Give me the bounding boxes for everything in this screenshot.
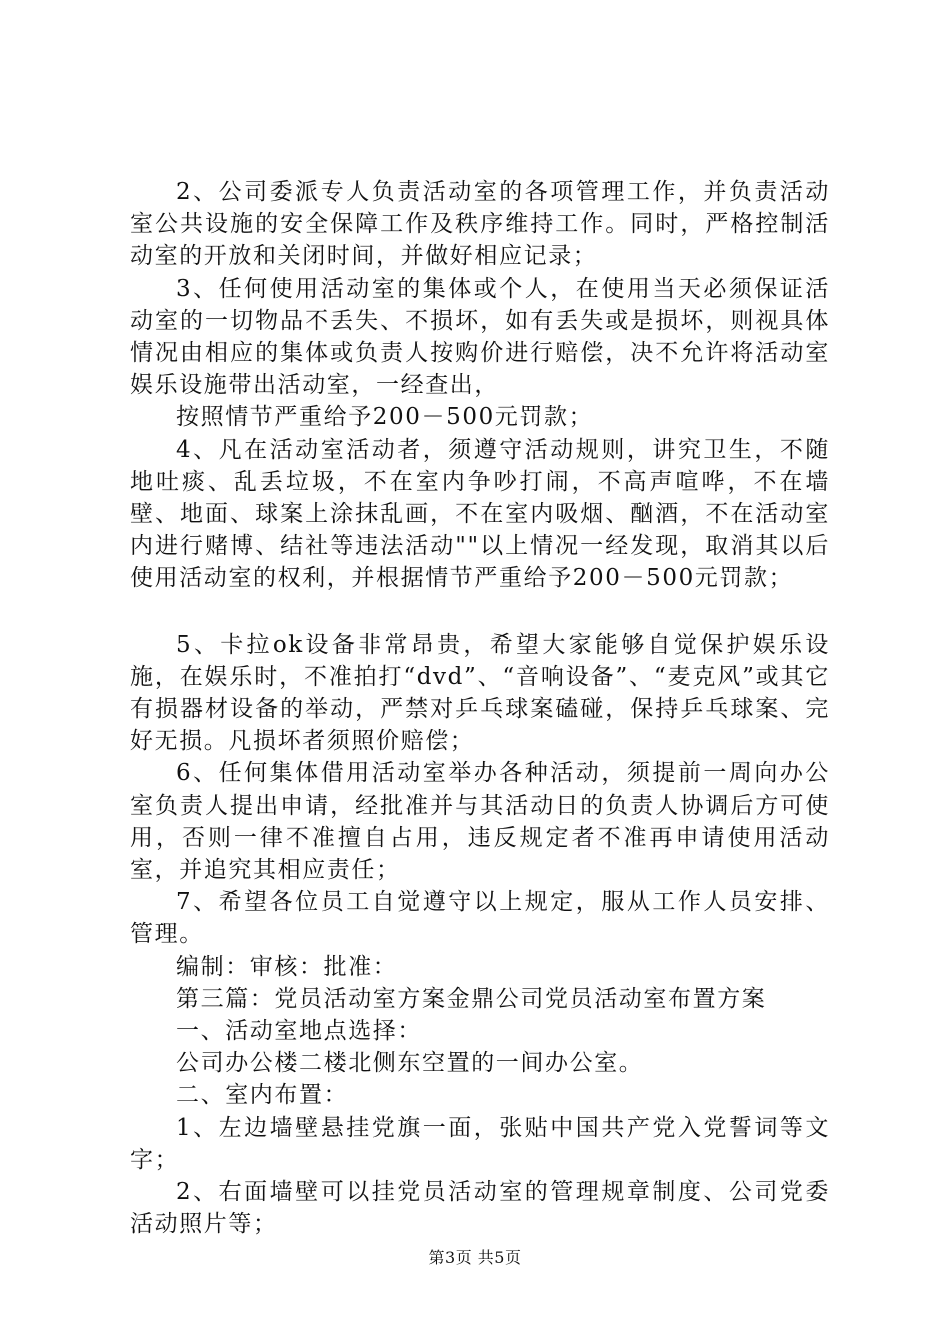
paragraph-rule-7: 7、希望各位员工自觉遵守以上规定，服从工作人员安排、管理。 [130, 889, 830, 948]
section-title: 第三篇：党员活动室方案金鼎公司党员活动室布置方案 [176, 985, 767, 1012]
signature-line: 编制：审核：批准： [176, 953, 398, 980]
document-body [130, 176, 830, 1241]
paragraph-rule-6: 6、任何集体借用活动室举办各种活动，须提前一周向办公室负责人提出申请，经批准并与其活动日的负责人协调后方可使用，否则一律不准擅自占用，违反规定者不准再申请使用活动室，并追究其相应责任； [130, 760, 830, 884]
paragraph-layout-2: 2、右面墙壁可以挂党员活动室的管理规章制度、公司党委活动照片等； [130, 1179, 830, 1238]
paragraph-layout-1: 1、左边墙壁悬挂党旗一面，张贴中国共产党入党誓词等文字； [130, 1114, 830, 1173]
paragraph-rule-2: 2、公司委派专人负责活动室的各项管理工作，并负责活动室公共设施的安全保障工作及秩序维持工作。同时，严格控制活动室的开放和关闭时间，并做好相应记录； [130, 179, 830, 270]
paragraph-rule-3: 3、任何使用活动室的集体或个人，在使用当天必须保证活动室的一切物品不丢失、不损坏，如有丢失或是损坏，则视具体情况由相应的集体或负责人按购价进行赔偿，决不允许将活动室娱乐设施带出活动室，一经查出， [130, 275, 830, 399]
paragraph-gap [130, 595, 830, 629]
paragraph-rule-5: 5、卡拉ok设备非常昂贵，希望大家能够自觉保护娱乐设施，在娱乐时，不准拍打“dvd”、“音响设备”、“麦克风”或其它有损器材设备的举动，严禁对乒乓球案磕碰，保持乒乓球案、完好无损。凡损坏者须照价赔偿； [130, 631, 830, 755]
heading-location: 一、活动室地点选择： [176, 1018, 422, 1045]
paragraph-location: 公司办公楼二楼北侧东空置的一间办公室。 [176, 1050, 644, 1077]
paragraph-rule-4: 4、凡在活动室活动者，须遵守活动规则，讲究卫生，不随地吐痰、乱丢垃圾，不在室内争吵打闹，不高声喧哗，不在墙壁、地面、球案上涂抹乱画，不在室内吸烟、酗酒，不在活动室内进行赌博、结社等违法活动""以上情况一经发现，取消其以后使用活动室的权利，并根据情节严重给予200－500元罚款； [130, 436, 830, 592]
paragraph-rule-3-penalty: 按照情节严重给予200－500元罚款； [176, 404, 594, 431]
heading-layout: 二、室内布置： [176, 1082, 349, 1109]
page-footer: 第3页 共5页 [428, 1248, 522, 1267]
